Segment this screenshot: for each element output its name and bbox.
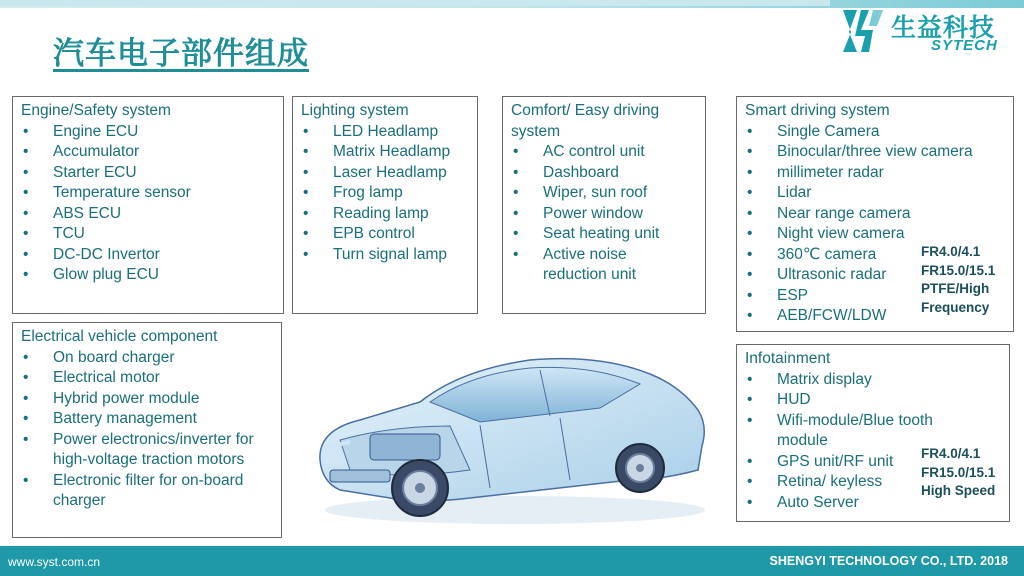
- smart-driving-box: [736, 96, 1014, 332]
- list-item: • EPB control: [301, 224, 469, 245]
- note-line: FR15.0/15.1: [921, 262, 996, 278]
- box-title-line2: system: [511, 122, 561, 140]
- list-item: • Lidar: [745, 183, 1005, 204]
- list-item: • Glow plug ECU: [21, 265, 275, 286]
- list-item: • Power window: [511, 204, 697, 225]
- lighting-list: [301, 122, 469, 266]
- list-item: • Reading lamp: [301, 204, 469, 225]
- box-title-line1: Comfort/ Easy driving: [511, 102, 660, 119]
- list-item: • Accumulator: [21, 142, 275, 163]
- list-item: • GPS unit/RF unit: [745, 452, 1001, 473]
- list-item: • ESP: [745, 286, 1005, 307]
- box-title: Electrical vehicle component: [21, 328, 218, 345]
- box-title: Smart driving system: [745, 102, 890, 119]
- list-item: • Dashboard: [511, 163, 697, 184]
- logo-text-cn: 生益科技: [891, 13, 996, 42]
- engine-safety-box: [12, 96, 284, 314]
- footer-company: SHENGYI TECHNOLOGY CO., LTD. 2018: [769, 554, 1008, 568]
- box-title: Infotainment: [745, 350, 831, 367]
- list-item: • Engine ECU: [21, 122, 275, 143]
- list-item: • Electrical motor: [21, 368, 273, 389]
- material-note: [921, 445, 995, 501]
- list-item: • Turn signal lamp: [301, 245, 469, 266]
- note-line: FR4.0/4.1: [921, 244, 981, 259]
- list-item: • ABS ECU: [21, 204, 275, 225]
- footer-bar: [0, 546, 1024, 576]
- lighting-box: [292, 96, 478, 314]
- note-line: High Speed: [921, 483, 996, 498]
- ev-component-box: [12, 322, 282, 538]
- list-item: • Binocular/three view camera: [745, 142, 1005, 163]
- comfort-list: [511, 142, 697, 286]
- sytech-logo-icon: [839, 8, 887, 54]
- note-line: Frequency: [921, 299, 990, 315]
- list-item: • millimeter radar: [745, 163, 1005, 184]
- list-item: • Electronic filter for on-board charger: [21, 471, 273, 512]
- ev-list: [21, 348, 273, 512]
- comfort-box: [502, 96, 706, 314]
- engine-list: [21, 122, 275, 286]
- list-item: • Frog lamp: [301, 183, 469, 204]
- list-item: • Hybrid power module: [21, 389, 273, 410]
- list-item: • Power electronics/inverter for high-voltage traction motors: [21, 430, 273, 471]
- list-item: • Starter ECU: [21, 163, 275, 184]
- list-item: • HUD: [745, 390, 1001, 411]
- list-item: • Temperature sensor: [21, 183, 275, 204]
- list-item: • Wifi-module/Blue tooth module: [745, 411, 967, 452]
- list-item: • AC control unit: [511, 142, 697, 163]
- logo-text-en: SYTECH: [931, 37, 998, 54]
- note-line: FR15.0/15.1: [921, 464, 996, 480]
- list-item: • Battery management: [21, 409, 273, 430]
- list-item: • TCU: [21, 224, 275, 245]
- list-item: • Auto Server: [745, 493, 1001, 514]
- note-line: FR4.0/4.1: [921, 446, 981, 461]
- list-item: • Retina/ keyless: [745, 472, 1001, 493]
- car-xray-icon: [300, 330, 720, 530]
- list-item: • Active noise reduction unit: [511, 245, 663, 286]
- list-item: • Matrix Headlamp: [301, 142, 469, 163]
- list-item: • 360℃ camera: [745, 245, 1005, 266]
- page-title: 汽车电子部件组成: [53, 36, 309, 72]
- list-item: • Night view camera: [745, 224, 1005, 245]
- list-item: • AEB/FCW/LDW: [745, 306, 1005, 327]
- list-item: • LED Headlamp: [301, 122, 469, 143]
- list-item: • On board charger: [21, 348, 273, 369]
- list-item: • Matrix display: [745, 370, 1001, 391]
- list-item: • Laser Headlamp: [301, 163, 469, 184]
- note-line: PTFE/High: [921, 281, 990, 296]
- list-item: • Single Camera: [745, 122, 1005, 143]
- list-item: • Ultrasonic radar: [745, 265, 1005, 286]
- list-item: • Near range camera: [745, 204, 1005, 225]
- box-title: Lighting system: [301, 102, 409, 119]
- list-item: • Wiper, sun roof: [511, 183, 697, 204]
- infotainment-box: [736, 344, 1010, 522]
- footer-website: www.syst.com.cn: [8, 555, 101, 569]
- box-title: Engine/Safety system: [21, 102, 171, 119]
- material-note: [921, 243, 995, 317]
- company-logo: [839, 6, 1014, 56]
- list-item: • Seat heating unit: [511, 224, 697, 245]
- top-decor-accent: [0, 0, 830, 6]
- list-item: • DC-DC Invertor: [21, 245, 275, 266]
